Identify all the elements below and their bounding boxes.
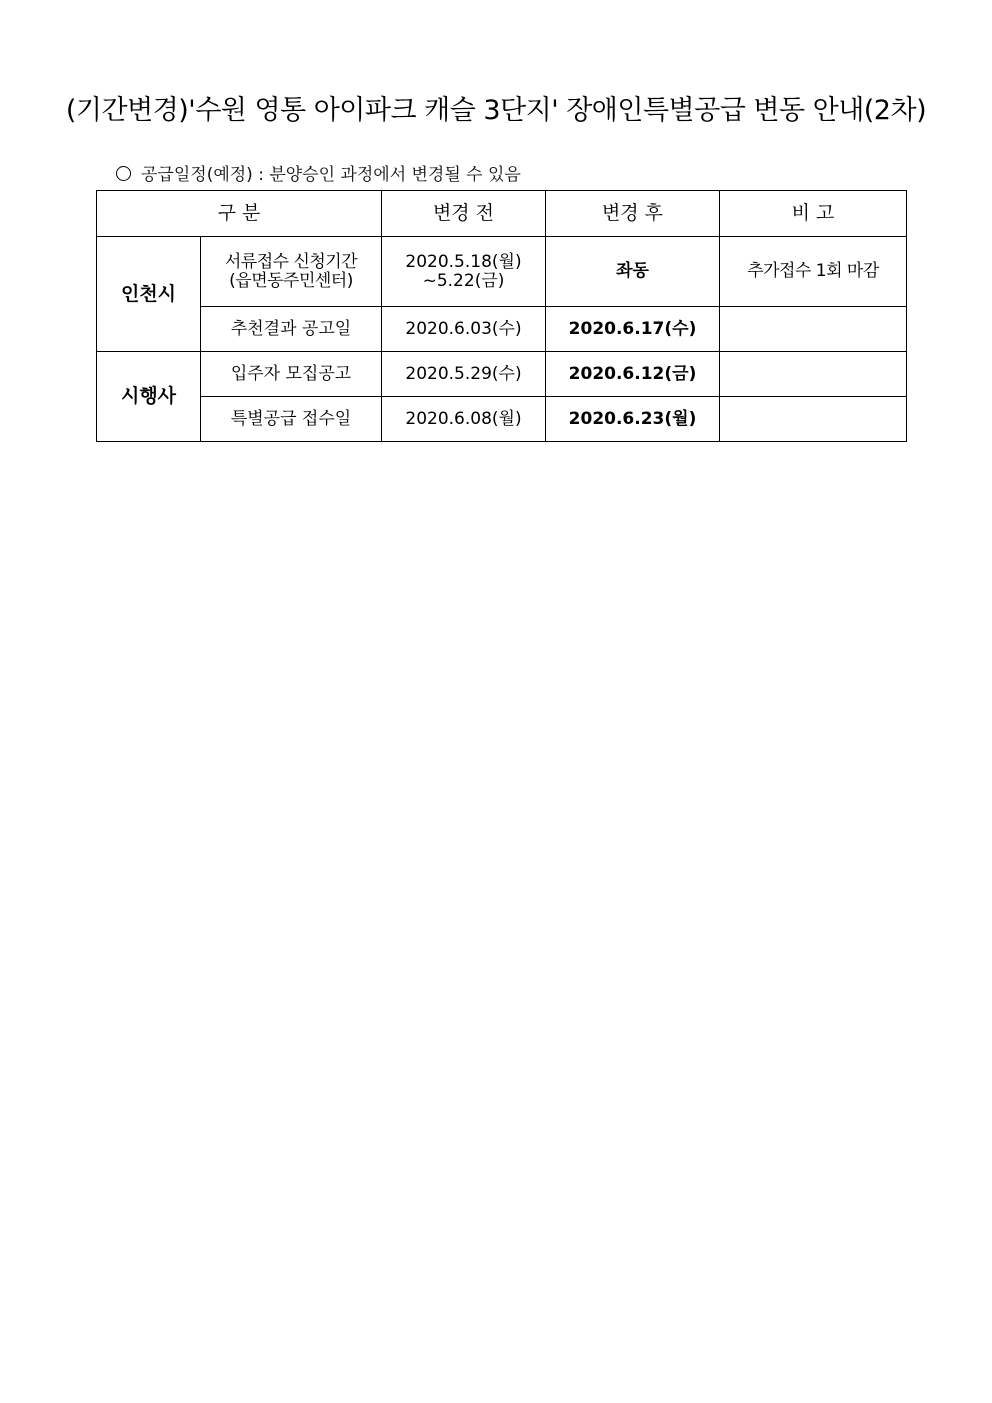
row-item xyxy=(201,237,382,307)
row-before: 2020.5.29(수) xyxy=(382,352,546,397)
row-remarks xyxy=(720,352,907,397)
row-remarks: 추가접수 1회 마감 xyxy=(720,237,907,307)
row-after: 2020.6.12(금) xyxy=(546,352,720,397)
header-after: 변경 후 xyxy=(546,191,720,237)
row-after: 좌동 xyxy=(546,237,720,307)
row-item: 입주자 모집공고 xyxy=(201,352,382,397)
circle-bullet-icon xyxy=(116,166,131,181)
table-row xyxy=(97,352,907,397)
header-before: 변경 전 xyxy=(382,191,546,237)
table-row xyxy=(97,397,907,442)
row-before: 2020.6.03(수) xyxy=(382,307,546,352)
row-item-line1: 서류접수 신청기간 xyxy=(224,251,358,272)
header-category: 구 분 xyxy=(97,191,382,237)
row-before: 2020.6.08(월) xyxy=(382,397,546,442)
row-item-line2: (읍면동주민센터) xyxy=(229,270,353,291)
row-before-line2: ~5.22(금) xyxy=(422,270,505,291)
row-before-line1: 2020.5.18(월) xyxy=(405,251,522,272)
row-item: 특별공급 접수일 xyxy=(201,397,382,442)
row-after: 2020.6.17(수) xyxy=(546,307,720,352)
group-name-incheon: 인천시 xyxy=(97,237,201,352)
table-row xyxy=(97,307,907,352)
row-item: 추천결과 공고일 xyxy=(201,307,382,352)
schedule-note xyxy=(116,160,521,185)
row-before xyxy=(382,237,546,307)
schedule-table xyxy=(96,190,907,442)
header-remarks: 비 고 xyxy=(720,191,907,237)
row-after: 2020.6.23(월) xyxy=(546,397,720,442)
row-remarks xyxy=(720,397,907,442)
row-remarks xyxy=(720,307,907,352)
table-header-row xyxy=(97,191,907,237)
schedule-note-text: 공급일정(예정) : 분양승인 과정에서 변경될 수 있음 xyxy=(141,165,521,185)
document-title: (기간변경)'수원 영통 아이파크 캐슬 3단지' 장애인특별공급 변동 안내(2차) xyxy=(65,95,927,126)
table-row xyxy=(97,237,907,307)
group-name-developer: 시행사 xyxy=(97,352,201,442)
